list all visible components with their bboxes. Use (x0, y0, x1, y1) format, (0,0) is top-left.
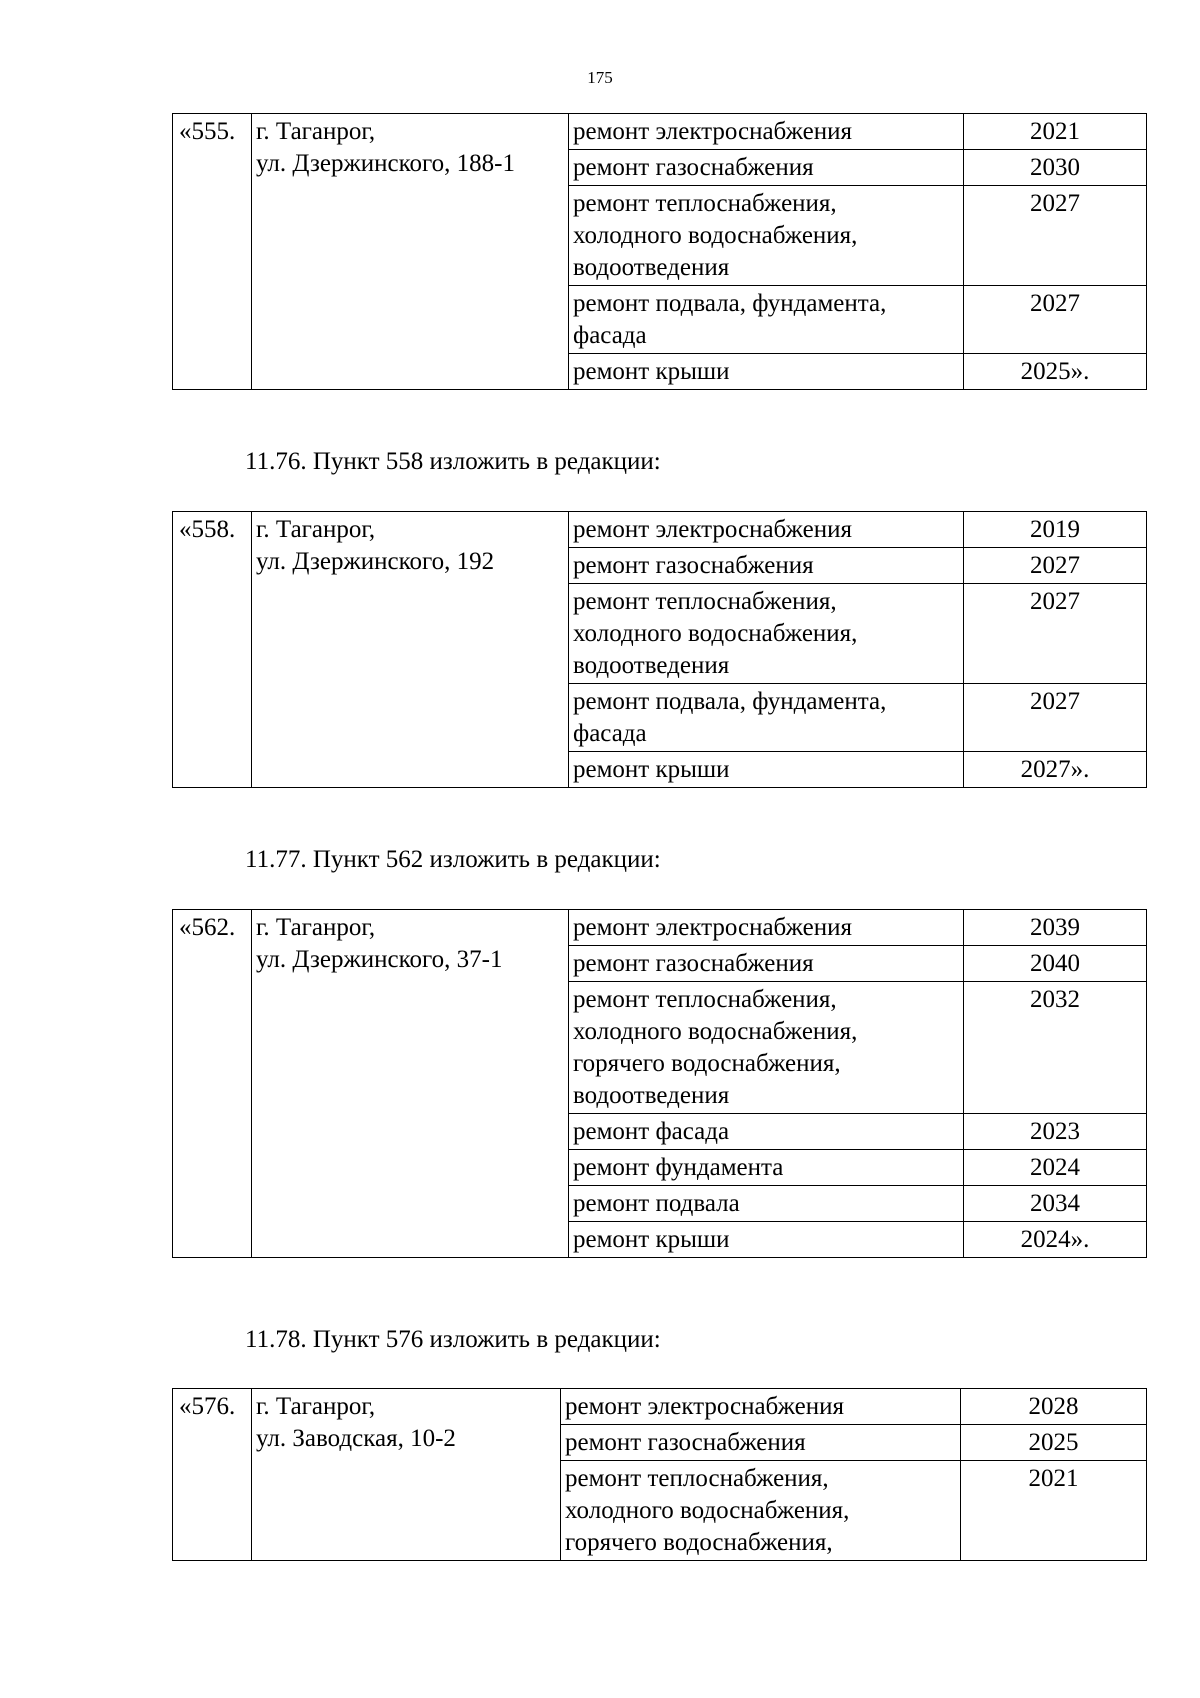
repair-work-type (569, 946, 964, 982)
item-number: «558. (173, 512, 252, 788)
work-line: ремонт теплоснабжения, (573, 986, 837, 1013)
repair-work-type (569, 354, 964, 390)
work-line: горячего водоснабжения, (573, 1050, 841, 1077)
repair-year: 2023 (964, 1114, 1147, 1150)
repair-work-type (569, 1114, 964, 1150)
work-line: фасада (573, 322, 647, 349)
repair-work-type (569, 752, 964, 788)
address-line: ул. Дзержинского, 188-1 (256, 150, 515, 177)
item-number: «555. (173, 114, 252, 390)
table-row (173, 114, 1147, 150)
table-row (173, 910, 1147, 946)
repair-work-type (569, 548, 964, 584)
work-line: водоотведения (573, 652, 730, 679)
work-line: ремонт теплоснабжения, (565, 1465, 829, 1492)
work-line: ремонт фасада (573, 1118, 730, 1145)
repair-year: 2034 (964, 1186, 1147, 1222)
repair-year: 2027 (964, 186, 1147, 286)
page-number: 175 (587, 68, 613, 87)
work-line: ремонт подвала, фундамента, (573, 290, 887, 317)
repair-year: 2027 (964, 286, 1147, 354)
work-line: ремонт электроснабжения (573, 914, 852, 941)
repair-year: 2032 (964, 982, 1147, 1114)
repair-work-type (569, 114, 964, 150)
repair-year: 2027 (964, 684, 1147, 752)
repair-work-type (569, 150, 964, 186)
address-line: г. Таганрог, (256, 118, 376, 145)
work-line: водоотведения (573, 254, 730, 281)
repair-work-type (561, 1425, 961, 1461)
item-address (252, 114, 569, 390)
work-line: холодного водоснабжения, (565, 1497, 850, 1524)
repair-work-type (569, 910, 964, 946)
repair-year: 2028 (961, 1389, 1147, 1425)
repair-work-type (569, 186, 964, 286)
item-address (252, 1389, 561, 1561)
housing-item-table (172, 909, 1147, 1258)
amendment-paragraph: 11.78. Пункт 576 изложить в редакции: (245, 1326, 661, 1353)
repair-year: 2019 (964, 512, 1147, 548)
repair-work-type (561, 1461, 961, 1561)
work-line: холодного водоснабжения, (573, 222, 858, 249)
work-line: ремонт подвала (573, 1190, 740, 1217)
work-line: ремонт крыши (573, 756, 730, 783)
repair-work-type (569, 982, 964, 1114)
work-line: ремонт газоснабжения (565, 1429, 806, 1456)
housing-item-table (172, 113, 1147, 390)
repair-work-type (569, 512, 964, 548)
work-line: ремонт газоснабжения (573, 950, 814, 977)
repair-year: 2025». (964, 354, 1147, 390)
repair-year: 2025 (961, 1425, 1147, 1461)
address-line: ул. Дзержинского, 192 (256, 548, 495, 575)
work-line: ремонт электроснабжения (573, 118, 852, 145)
repair-year: 2030 (964, 150, 1147, 186)
amendment-paragraph: 11.77. Пункт 562 изложить в редакции: (245, 846, 661, 873)
work-line: ремонт крыши (573, 1226, 730, 1253)
repair-year: 2021 (961, 1461, 1147, 1561)
work-line: ремонт теплоснабжения, (573, 588, 837, 615)
table-row (173, 512, 1147, 548)
repair-work-type (569, 1150, 964, 1186)
repair-work-type (561, 1389, 961, 1425)
work-line: ремонт электроснабжения (573, 516, 852, 543)
work-line: ремонт электроснабжения (565, 1393, 844, 1420)
repair-year: 2024». (964, 1222, 1147, 1258)
repair-year: 2040 (964, 946, 1147, 982)
repair-work-type (569, 286, 964, 354)
repair-year: 2027 (964, 584, 1147, 684)
address-line: г. Таганрог, (256, 914, 376, 941)
repair-work-type (569, 584, 964, 684)
repair-year: 2039 (964, 910, 1147, 946)
repair-year: 2027 (964, 548, 1147, 584)
work-line: холодного водоснабжения, (573, 1018, 858, 1045)
work-line: фасада (573, 720, 647, 747)
repair-work-type (569, 684, 964, 752)
housing-item-table (172, 1388, 1147, 1561)
item-address (252, 910, 569, 1258)
work-line: ремонт газоснабжения (573, 154, 814, 181)
address-line: ул. Дзержинского, 37-1 (256, 946, 503, 973)
item-address (252, 512, 569, 788)
work-line: ремонт газоснабжения (573, 552, 814, 579)
work-line: горячего водоснабжения, (565, 1529, 833, 1556)
table-row (173, 1389, 1147, 1425)
item-number: «562. (173, 910, 252, 1258)
work-line: ремонт фундамента (573, 1154, 784, 1181)
work-line: холодного водоснабжения, (573, 620, 858, 647)
repair-year: 2024 (964, 1150, 1147, 1186)
housing-item-table (172, 511, 1147, 788)
repair-year: 2021 (964, 114, 1147, 150)
repair-year: 2027». (964, 752, 1147, 788)
work-line: ремонт крыши (573, 358, 730, 385)
address-line: ул. Заводская, 10-2 (256, 1425, 456, 1452)
work-line: ремонт теплоснабжения, (573, 190, 837, 217)
address-line: г. Таганрог, (256, 516, 376, 543)
work-line: ремонт подвала, фундамента, (573, 688, 887, 715)
repair-work-type (569, 1186, 964, 1222)
address-line: г. Таганрог, (256, 1393, 376, 1420)
repair-work-type (569, 1222, 964, 1258)
work-line: водоотведения (573, 1082, 730, 1109)
amendment-paragraph: 11.76. Пункт 558 изложить в редакции: (245, 448, 661, 475)
item-number: «576. (173, 1389, 252, 1561)
